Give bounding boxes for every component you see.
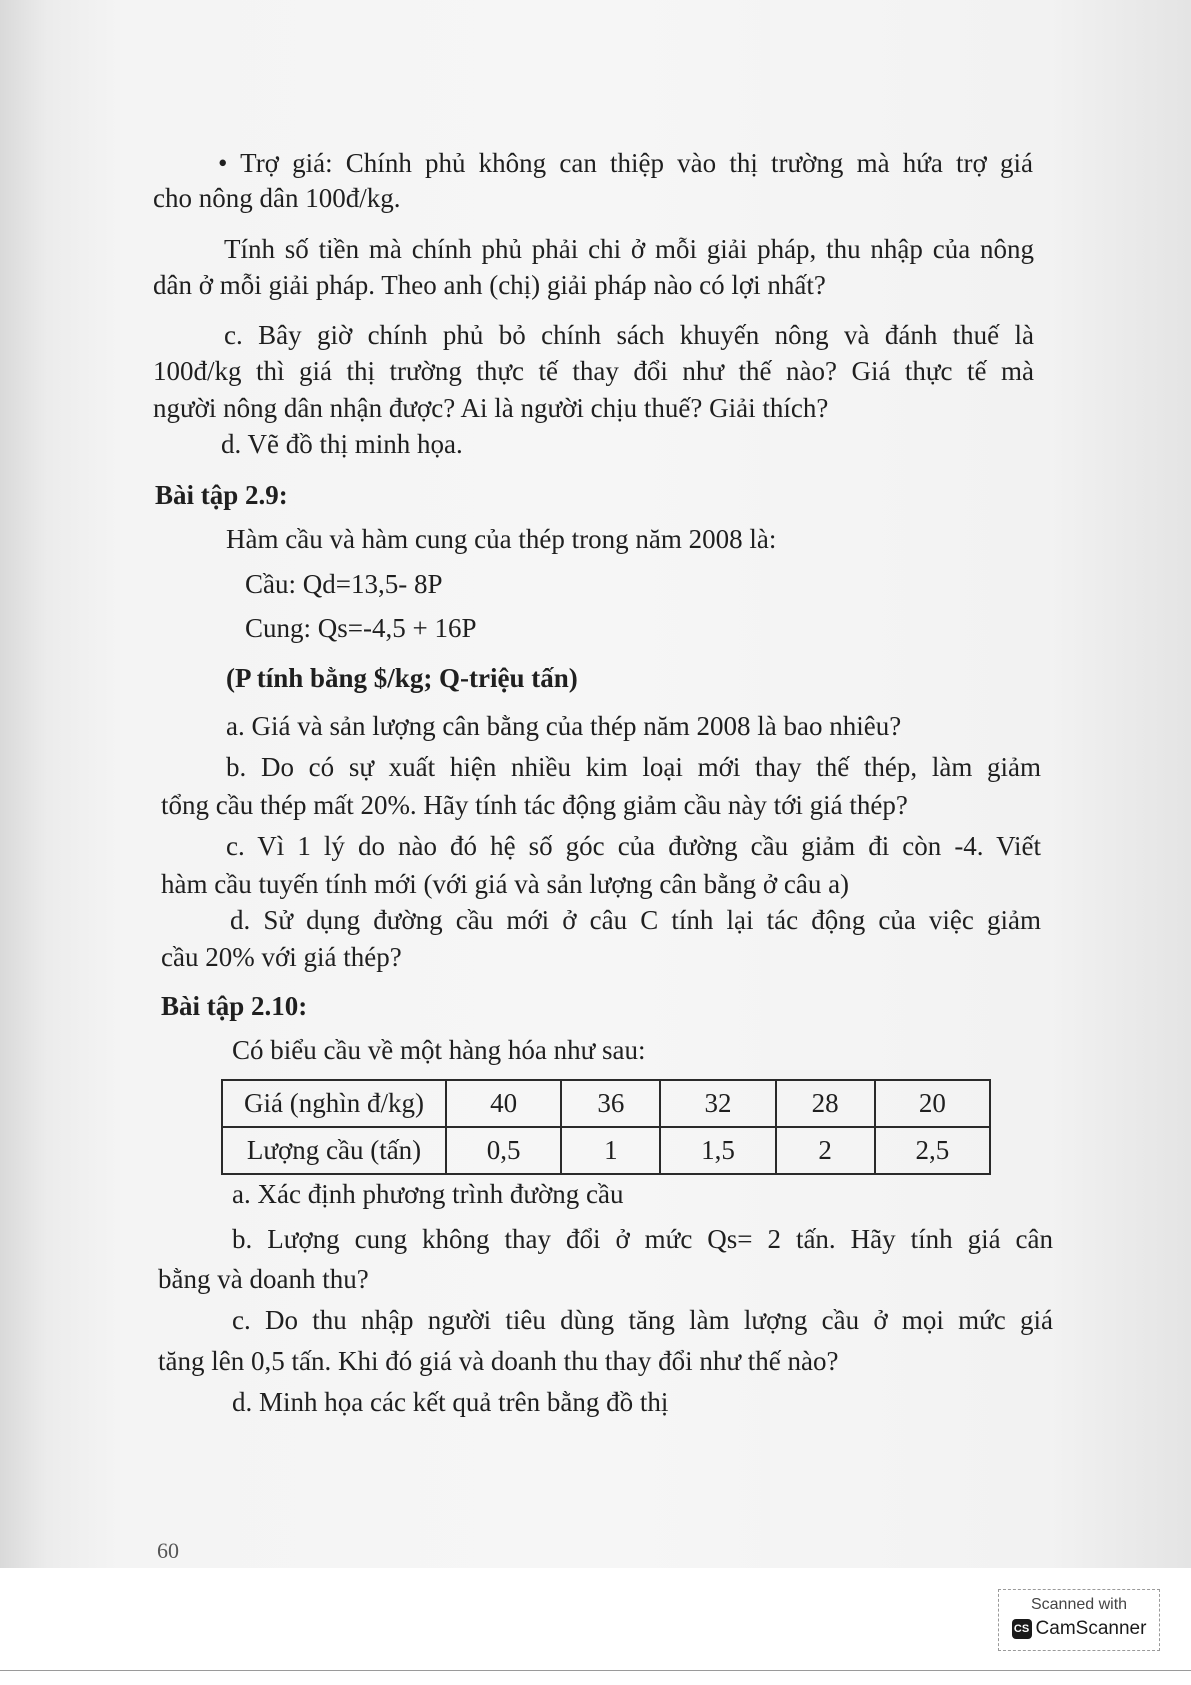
table-cell: 32 [660, 1080, 775, 1127]
table-cell: 36 [561, 1080, 660, 1127]
supply-function: Cung: Qs=-4,5 + 16P [245, 613, 477, 643]
page-number: 60 [157, 1538, 179, 1563]
exercise-2-10-heading: Bài tập 2.10: [161, 991, 308, 1021]
calc-question-line2: dân ở mỗi giải pháp. Theo anh (chị) giải pháp nào có lợi nhất? [153, 270, 826, 300]
table-cell: 1 [561, 1127, 660, 1174]
question-c-line1: c. Bây giờ chính phủ bỏ chính sách khuyến nông và đánh thuế là [224, 320, 1034, 350]
table-cell: 40 [446, 1080, 561, 1127]
subsidy-bullet-cont: cho nông dân 100đ/kg. [153, 183, 401, 213]
ex210-question-c-line1: c. Do thu nhập người tiêu dùng tăng làm lượng cầu ở mọi mức giá [232, 1305, 1053, 1335]
ex210-question-c-line2: tăng lên 0,5 tấn. Khi đó giá và doanh thu thay đổi như thế nào? [158, 1346, 839, 1376]
table-cell: 28 [776, 1080, 875, 1127]
price-row-label: Giá (nghìn đ/kg) [222, 1080, 446, 1127]
table-cell: 2,5 [875, 1127, 990, 1174]
quantity-row-label: Lượng cầu (tấn) [222, 1127, 446, 1174]
ex29-question-a: a. Giá và sản lượng cân bằng của thép năm 2008 là bao nhiêu? [226, 711, 902, 741]
question-c-line3: người nông dân nhận được? Ai là người chịu thuế? Giải thích? [153, 393, 829, 423]
table-cell: 1,5 [660, 1127, 775, 1174]
ex210-question-b-line2: bằng và doanh thu? [158, 1264, 369, 1294]
units-note: (P tính bằng $/kg; Q-triệu tấn) [226, 663, 578, 693]
camscanner-logo-icon: CS [1012, 1619, 1032, 1639]
ex29-question-b-line2: tổng cầu thép mất 20%. Hãy tính tác động giảm cầu này tới giá thép? [161, 790, 908, 820]
table-cell: 0,5 [446, 1127, 561, 1174]
exercise-2-9-heading: Bài tập 2.9: [155, 480, 288, 510]
camscanner-brand [999, 1618, 1159, 1640]
question-c-line2: 100đ/kg thì giá thị trường thực tế thay đổi như thế nào? Giá thực tế mà [153, 356, 1034, 386]
ex210-question-a: a. Xác định phương trình đường cầu [232, 1179, 624, 1209]
ex29-question-d-line1: d. Sử dụng đường cầu mới ở câu C tính lại tác động của việc giảm [230, 905, 1041, 935]
ex29-question-c-line1: c. Vì 1 lý do nào đó hệ số góc của đường cầu giảm đi còn -4. Viết [226, 831, 1041, 861]
ex29-question-c-line2: hàm cầu tuyến tính mới (với giá và sản lượng cân bằng ở câu a) [161, 869, 850, 899]
camscanner-label: CamScanner [1035, 1618, 1147, 1639]
calc-question-line1: Tính số tiền mà chính phủ phải chi ở mỗi giải pháp, thu nhập của nông [224, 234, 1034, 264]
scanned-with-label: Scanned with [1030, 1596, 1128, 1613]
ex210-question-b-line1: b. Lượng cung không thay đổi ở mức Qs= 2 tấn. Hãy tính giá cân [232, 1224, 1053, 1254]
bottom-divider [0, 1670, 1191, 1671]
subsidy-bullet-line: • Trợ giá: Chính phủ không can thiệp vào thị trường mà hứa trợ giá [218, 148, 1033, 178]
table-row [222, 1080, 990, 1127]
table-row [222, 1127, 990, 1174]
question-d: d. Vẽ đồ thị minh họa. [221, 429, 463, 459]
table-cell: 2 [776, 1127, 875, 1174]
demand-schedule-table [221, 1079, 991, 1175]
exercise-2-9-intro: Hàm cầu và hàm cung của thép trong năm 2008 là: [226, 524, 777, 554]
exercise-2-10-intro: Có biểu cầu về một hàng hóa như sau: [232, 1035, 646, 1065]
ex29-question-b-line1: b. Do có sự xuất hiện nhiều kim loại mới thay thế thép, làm giảm [226, 752, 1041, 782]
demand-function: Cầu: Qd=13,5- 8P [245, 569, 443, 599]
camscanner-watermark [998, 1589, 1160, 1651]
ex210-question-d: d. Minh họa các kết quả trên bằng đồ thị [232, 1387, 669, 1417]
ex29-question-d-line2: cầu 20% với giá thép? [161, 942, 402, 972]
table-cell: 20 [875, 1080, 990, 1127]
